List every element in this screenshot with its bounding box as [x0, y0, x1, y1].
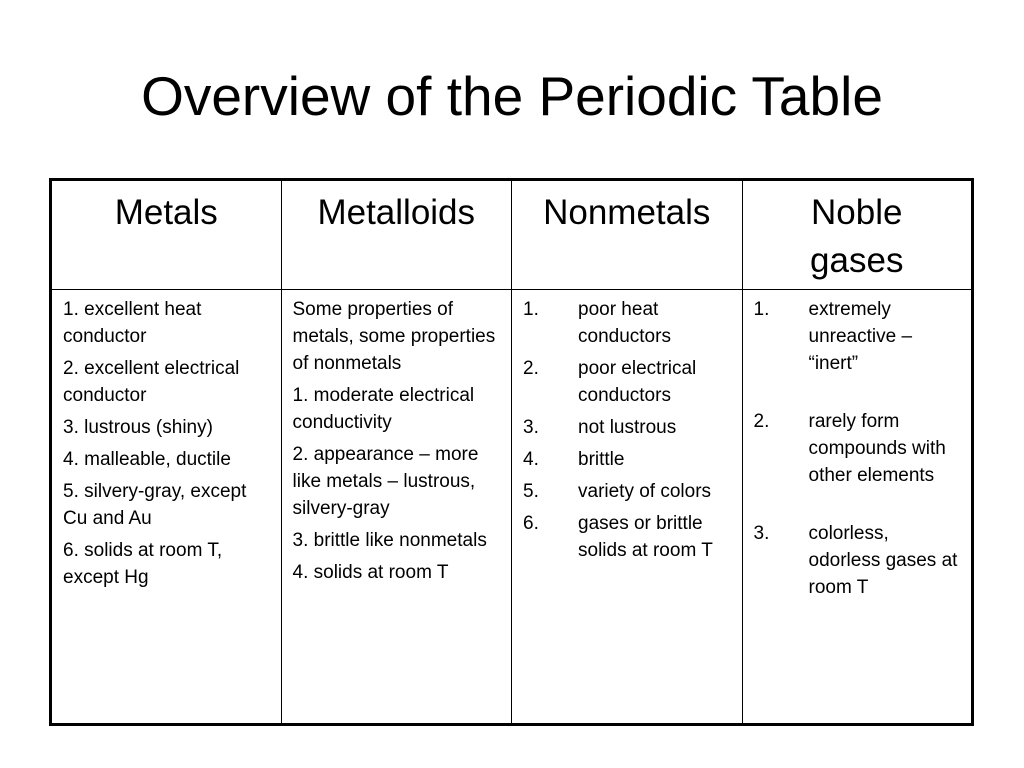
- slide-title: Overview of the Periodic Table: [141, 65, 883, 127]
- noble-gases-item: [754, 296, 962, 377]
- item-number: 2.: [753, 411, 770, 432]
- item-number: 6.: [523, 513, 539, 534]
- noble-gases-item: [754, 408, 962, 489]
- metalloids-item: 4. solids at room T: [292, 562, 449, 583]
- item-text: rarely form compounds with other elements: [808, 411, 946, 486]
- header-metalloids: Metalloids: [281, 180, 512, 290]
- header-row: [51, 180, 973, 290]
- properties-row: [51, 290, 973, 725]
- nonmetals-cell: [512, 290, 743, 725]
- metals-item: 1. excellent heat conductor: [63, 299, 202, 347]
- noble-gases-item: [754, 520, 962, 601]
- metalloids-item: 2. appearance – more like metals – lustrous, silvery-gray: [292, 444, 479, 519]
- nonmetals-item: [523, 446, 732, 473]
- metalloids-item: 3. brittle like nonmetals: [292, 530, 487, 551]
- item-text: variety of colors: [578, 481, 712, 502]
- properties-table: [49, 178, 974, 726]
- metals-item: 3. lustrous (shiny): [63, 417, 213, 438]
- nonmetals-item: [523, 296, 732, 350]
- metals-item: 6. solids at room T, except Hg: [63, 540, 223, 588]
- item-number: 1.: [523, 299, 539, 320]
- item-number: 4.: [523, 449, 539, 470]
- item-text: gases or brittle solids at room T: [578, 513, 713, 561]
- nonmetals-item: [523, 355, 732, 409]
- item-number: 5.: [523, 481, 539, 502]
- item-text: brittle: [578, 449, 625, 470]
- noble-gases-cell: [742, 290, 973, 725]
- metals-item: 4. malleable, ductile: [63, 449, 231, 470]
- item-number: 3.: [753, 523, 770, 544]
- item-number: 2.: [523, 358, 539, 379]
- item-number: 1.: [753, 299, 770, 320]
- item-text: extremely unreactive – “inert”: [808, 299, 913, 374]
- nonmetals-item: [523, 478, 732, 505]
- header-metals: Metals: [51, 180, 282, 290]
- nonmetals-item: [523, 414, 732, 441]
- item-text: colorless, odorless gases at room T: [808, 523, 958, 598]
- item-text: not lustrous: [578, 417, 677, 438]
- metals-cell: [51, 290, 282, 725]
- metalloids-item: 1. moderate electrical conductivity: [292, 385, 475, 433]
- periodic-overview-table: [49, 178, 974, 726]
- item-text: poor heat conductors: [578, 299, 671, 347]
- metals-item: 5. silvery-gray, except Cu and Au: [63, 481, 247, 529]
- metals-item: 2. excellent electrical conductor: [63, 358, 240, 406]
- item-text: poor electrical conductors: [578, 358, 697, 406]
- header-nonmetals: Nonmetals: [512, 180, 743, 290]
- metalloids-cell: [281, 290, 512, 725]
- header-noble-gases: Noble gases: [742, 180, 973, 290]
- item-number: 3.: [523, 417, 539, 438]
- metalloids-item: Some properties of metals, some properties of nonmetals: [292, 299, 496, 374]
- nonmetals-item: [523, 510, 732, 564]
